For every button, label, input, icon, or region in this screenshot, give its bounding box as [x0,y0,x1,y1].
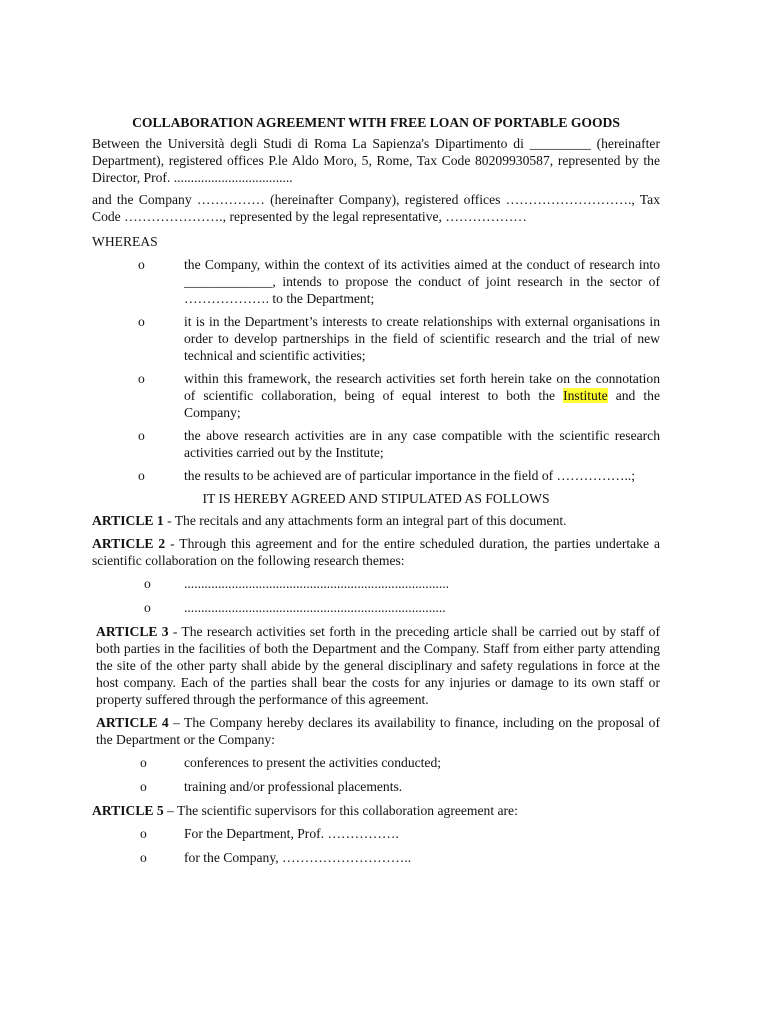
item-text: For the Department, Prof. ……………. [184,826,399,841]
recital-item [138,313,660,364]
article-text: – The scientific supervisors for this collaboration agreement are: [163,803,518,818]
article-label: ARTICLE 3 [96,624,169,639]
article-2 [92,535,660,569]
article-text: – The Company hereby declares its availability to finance, including on the proposal of the Department or the Company: [96,715,660,747]
item-text: .............................................................................. [184,576,450,591]
bullet-icon: o [140,755,147,770]
recital-item [138,467,660,484]
highlighted-word: Institute [563,388,608,403]
research-theme-item [144,599,660,616]
bullet-icon: o [138,371,145,386]
recital-item [138,370,660,421]
item-text: for the Company, ……………………….. [184,850,412,865]
supervisor-item [140,849,660,866]
article-label: ARTICLE 2 [92,536,166,551]
article-4 [96,714,660,748]
article-label: ARTICLE 4 [96,715,169,730]
item-text: ............................................................................. [184,600,446,615]
finance-item [140,754,660,771]
bullet-icon: o [138,314,145,329]
item-text: conferences to present the activities conducted; [184,755,442,770]
recital-item [138,256,660,307]
article-1 [92,512,660,529]
finance-item [140,778,660,795]
recital-text: the above research activities are in any case compatible with the scientific research activities carried out by the Institute; [184,428,660,460]
research-theme-item [144,575,660,592]
bullet-icon: o [140,826,147,841]
recital-text: the Company, within the context of its activities aimed at the conduct of research into _____________, intends to propose the conduct of joint research in the sector of ………………. to the Department; [184,257,660,306]
bullet-icon: o [140,779,147,794]
bullet-icon: o [138,428,145,443]
party-company: and the Company …………… (hereinafter Company), registered offices ………………………., Tax Code …………………., represented by the legal representative, ……………… [92,192,660,224]
article-label: ARTICLE 1 [92,513,164,528]
recital-text-before: within this framework, the research activities set forth herein take on the connotation of scientific collaboration, being of equal interest to both the [184,371,660,403]
recital-text: the results to be achieved are of particular importance in the field of ……………..; [184,468,636,483]
bullet-icon: o [138,257,145,272]
recital-item [138,427,660,461]
article-5 [92,802,660,819]
item-text: training and/or professional placements. [184,779,403,794]
bullet-icon: o [140,850,147,865]
bullet-icon: o [144,600,151,615]
article-label: ARTICLE 5 [92,803,164,818]
recital-text-after: and the Company; [184,388,660,420]
article-text: - Through this agreement and for the entire scheduled duration, the parties undertake a scientific collaboration on the following research themes: [92,536,660,568]
bullet-icon: o [144,576,151,591]
recital-text: it is in the Department’s interests to create relationships with external organisations in order to develop partnerships in the field of scientific research and the trial of new technical and scientific activities; [184,314,660,363]
article-text: - The recitals and any attachments form an integral part of this document. [163,513,567,528]
supervisor-item [140,825,660,842]
agreed-heading: IT IS HEREBY AGREED AND STIPULATED AS FOLLOWS [202,491,550,506]
article-3 [96,623,660,708]
whereas-heading: WHEREAS [92,234,158,249]
document-page [92,114,660,873]
bullet-icon: o [138,468,145,483]
party-university: Between the Università degli Studi di Roma La Sapienza's Dipartimento di _________ (hereinafter Department), registered offices P.le Aldo Moro, 5, Rome, Tax Code 80209930587, represented by the Director, Prof. ................................... [92,136,660,185]
article-text: - The research activities set forth in the preceding article shall be carried out by staff of both parties in the facilities of both the Department and the Company. Staff from either party attending the site of the other party shall abide by the general disciplinary and safety regulations in force at the host company. Each of the parties shall bear the costs for any injuries or damage to its own staff or property suffered through the performance of this agreement. [96,624,660,707]
document-title: COLLABORATION AGREEMENT WITH FREE LOAN OF PORTABLE GOODS [132,115,620,130]
